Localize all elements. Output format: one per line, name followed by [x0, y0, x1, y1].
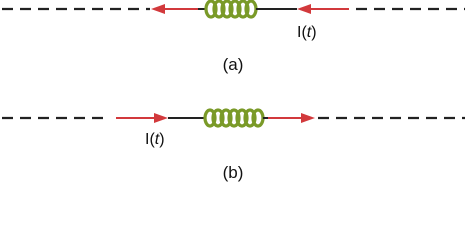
current-arrow-left-b — [116, 113, 168, 123]
current-arrow-right-a — [297, 4, 349, 14]
current-label-b: I(t) — [145, 131, 165, 148]
current-arrow-left-a — [151, 4, 198, 14]
current-arrow-right-b — [268, 113, 315, 123]
panel-a — [2, 1, 465, 74]
inductor-coil-a — [206, 1, 256, 17]
inductor-coil-b — [205, 110, 263, 126]
panel-b — [2, 110, 465, 182]
current-label-a: I(t) — [297, 24, 317, 41]
caption-a: (a) — [222, 55, 244, 74]
caption-b: (b) — [222, 163, 244, 182]
